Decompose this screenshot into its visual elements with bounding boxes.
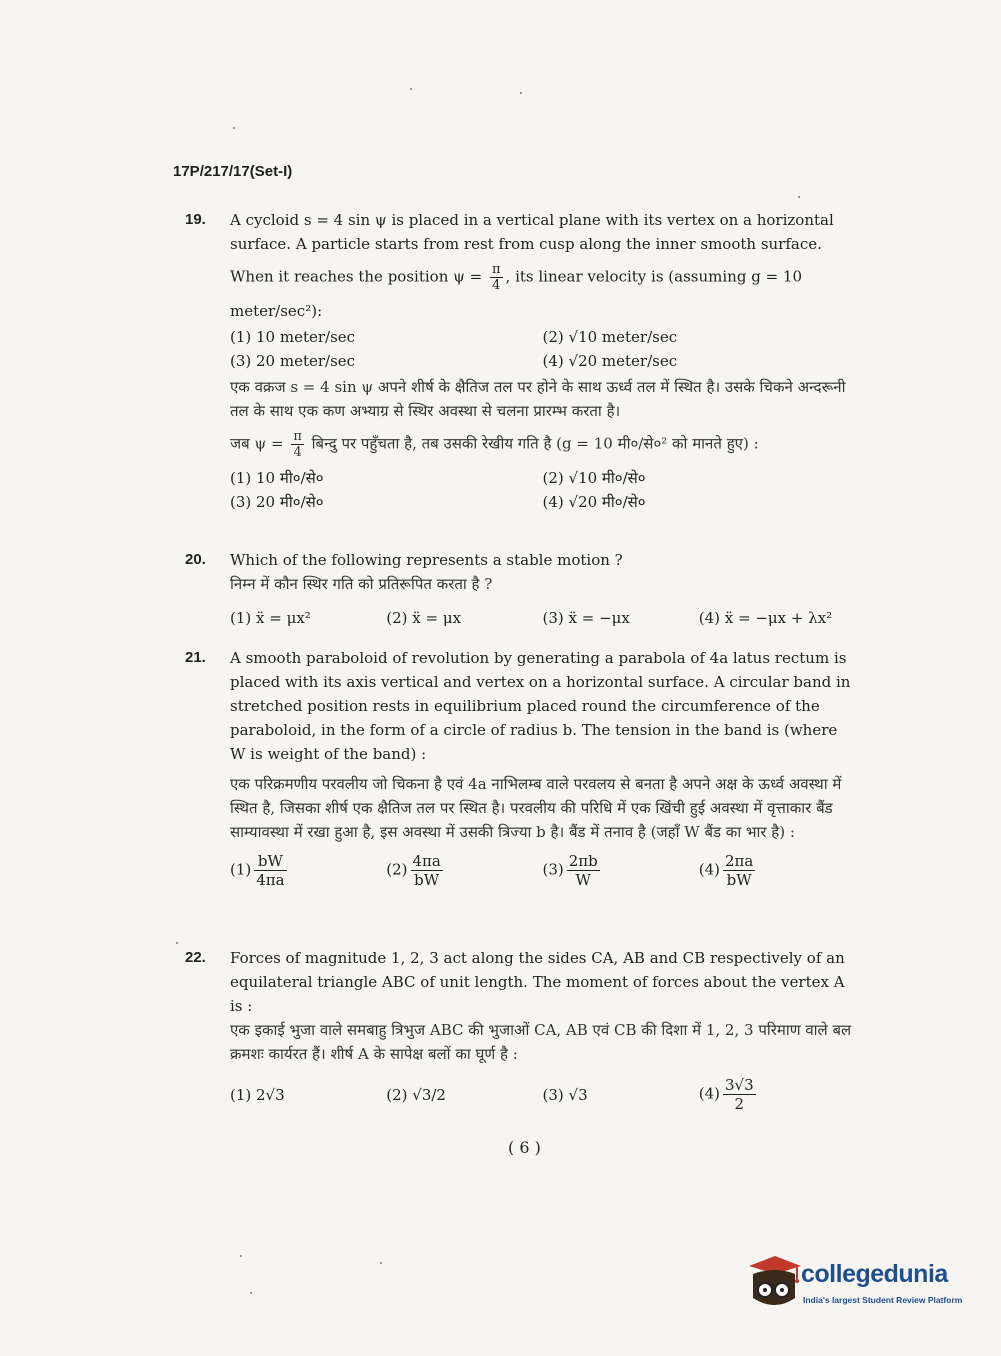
logo-wordmark: collegedunia [801, 1260, 948, 1288]
scan-speck [250, 1292, 252, 1294]
scan-speck [233, 127, 235, 129]
collegedunia-logo[interactable] [745, 1252, 970, 1314]
scan-speck [520, 92, 522, 94]
options [230, 852, 855, 889]
option-4[interactable]: (4) ẍ = −μx + λx² [698, 609, 833, 627]
option-1[interactable]: (1) $\frac{bW}{4\pi a}$ [230, 852, 285, 889]
options-en [230, 325, 855, 373]
question-number: 22. [185, 949, 206, 966]
question-text-hi: एक वक्रज s = 4 sin ψ अपने शीर्ष के क्षैतिज तल पर होने के साथ ऊर्ध्व तल में स्थित है। उसके चिकने अन्दरूनी तल के साथ एक कण अभ्याग्र से स्थिर अवस्था से चलना प्रारम्भ करता है। [230, 378, 846, 420]
option-2-hi[interactable]: (2) √10 मी०/से० [542, 469, 646, 487]
option-2[interactable]: (2) ẍ = μx [386, 609, 462, 627]
scan-speck [380, 1262, 382, 1264]
option-4[interactable]: (4) $\frac{2\pi a}{bW}$ [698, 852, 754, 889]
question-text-en: A smooth paraboloid of revolution by generating a parabola of 4a latus rectum is placed with its axis vertical and vertex on a horizontal surface. A circular band in stretched position rests in equilibrium placed round the circumference of the paraboloid, in the form of a circle of radius b. The tension in the band is (where W is weight of the band) : [230, 649, 851, 763]
scan-speck [410, 88, 412, 90]
question-text-hi-cont: जब ψ = $\frac{\pi}{4}$ बिन्दु पर पहुँचता है, तब उसकी रेखीय गति है (g = 10 मी०/से०² को मानते हुए) : [230, 429, 759, 460]
option-2[interactable]: (2) $\frac{4\pi a}{bW}$ [386, 852, 441, 889]
question-22 [185, 946, 855, 1115]
question-20 [185, 548, 855, 632]
question-number: 21. [185, 649, 206, 666]
question-text-hi: एक इकाई भुजा वाले समबाहु त्रिभुज ABC की भुजाओं CA, AB एवं CB की दिशा में 1, 2, 3 परिमाण वाले बल क्रमशः कार्यरत हैं। शीर्ष A के सापेक्ष बलों का घूर्ण है : [230, 1021, 852, 1063]
option-4[interactable]: (4) $\frac{3√3}{2}$ [698, 1076, 754, 1113]
question-number: 20. [185, 551, 206, 568]
option-3[interactable]: (3) 20 meter/sec [230, 352, 356, 370]
option-3[interactable]: (3) $\frac{2\pi b}{W}$ [542, 852, 598, 889]
question-number: 19. [185, 211, 206, 228]
option-3-hi[interactable]: (3) 20 मी०/से० [230, 493, 324, 511]
options-hi [230, 466, 855, 514]
graduate-mascot-icon [745, 1252, 803, 1314]
question-text-en-end: meter/sec²): [230, 302, 323, 320]
question-19 [185, 208, 855, 516]
option-2[interactable]: (2) √10 meter/sec [542, 328, 678, 346]
page-number: ( 6 ) [508, 1138, 541, 1157]
question-text-hi: एक परिक्रमणीय परवलीय जो चिकना है एवं 4a नाभिलम्ब वाले परवलय से बनता है अपने अक्ष के ऊर्ध्व अवस्था में स्थित है, जिसका शीर्ष एक क्षैतिज तल पर स्थित है। परवलीय की परिधि में एक खिंची हुई अवस्था में वृत्ताकार बैंड साम्यावस्था में रखा हुआ है, इस अवस्था में उसकी त्रिज्या b है। बैंड में तनाव है (जहाँ W बैंड का भार है) : [230, 775, 842, 841]
option-1[interactable]: (1) 2√3 [230, 1085, 285, 1104]
scan-speck [798, 196, 800, 198]
question-text-en-cont: When it reaches the position ψ = $\frac{\pi}{4}$ , its linear velocity is (assuming g = 10 [230, 262, 802, 293]
option-4-hi[interactable]: (4) √20 मी०/से० [542, 493, 646, 511]
question-21 [185, 646, 855, 891]
option-3[interactable]: (3) √3 [542, 1085, 588, 1104]
question-text-hi: निम्न में कौन स्थिर गति को प्रतिरूपित करता है ? [230, 575, 493, 593]
options [230, 1076, 855, 1113]
scan-speck [176, 942, 178, 944]
option-4[interactable]: (4) √20 meter/sec [542, 352, 678, 370]
options [230, 606, 855, 630]
option-1-hi[interactable]: (1) 10 मी०/से० [230, 469, 324, 487]
fraction-pi-over-4: $\frac{\pi}{4}$ [492, 262, 501, 293]
option-1[interactable]: (1) ẍ = μx² [230, 609, 311, 627]
fraction-pi-over-4-hi: $\frac{\pi}{4}$ [293, 429, 302, 460]
option-3[interactable]: (3) ẍ = −μx [542, 609, 630, 627]
question-text-en: A cycloid s = 4 sin ψ is placed in a vertical plane with its vertex on a horizontal surface. A particle starts from rest from cusp along the inner smooth surface. [230, 211, 834, 253]
paper-code: 17P/217/17(Set-I) [173, 163, 293, 180]
scan-speck [240, 1255, 242, 1257]
option-1[interactable]: (1) 10 meter/sec [230, 328, 356, 346]
option-2[interactable]: (2) √3/2 [386, 1085, 446, 1104]
logo-tagline: India's largest Student Review Platform [803, 1295, 963, 1305]
question-text-en: Which of the following represents a stable motion ? [230, 551, 623, 569]
question-text-en: Forces of magnitude 1, 2, 3 act along the sides CA, AB and CB respectively of an equilateral triangle ABC of unit length. The moment of forces about the vertex A is : [230, 949, 845, 1015]
